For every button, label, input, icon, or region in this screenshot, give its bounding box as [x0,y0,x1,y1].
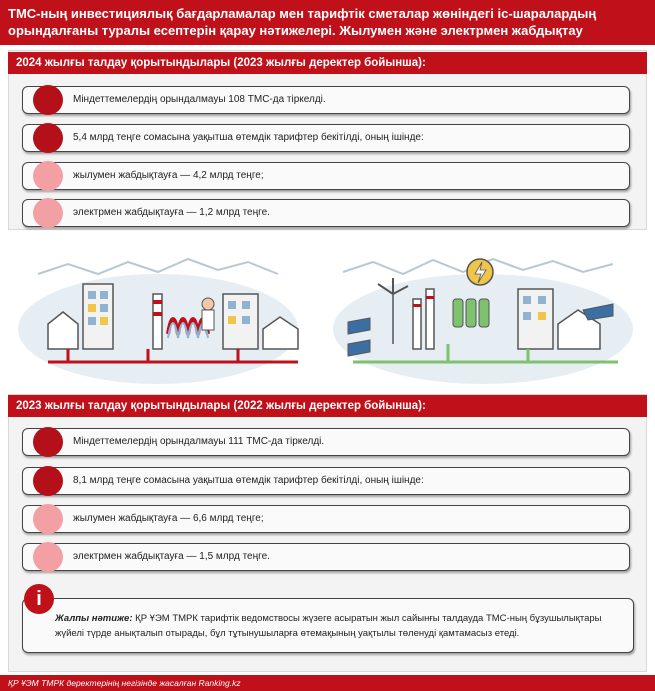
section-2023-title: 2023 жылғы талдау қорытындылары (2022 жылғы деректер бойынша): [8,395,647,417]
bullet-dot-icon [33,85,63,115]
bullet-dot-icon [33,427,63,457]
info-icon: i [24,584,54,614]
list-item [22,505,630,533]
list-item-text: жылумен жабдықтауға — 4,2 млрд теңге; [73,170,264,181]
source-footer: ҚР ҰЭМ ТМРК деректерінің негізінде жасалған Ranking.kz [0,675,655,691]
list-item [22,162,630,190]
page-title: ТМС-ның инвестициялық бағдарламалар мен тарифтік сметалар жөніндегі іс-шаралардың орындалғаны туралы есептерін қарау нәтижелері. Жылумен және электрмен жабдықтау [0,0,655,45]
summary-note-text [55,611,625,641]
list-item-text: электрмен жабдықтауға — 1,2 млрд теңге. [73,207,270,218]
bullet-dot-icon [33,542,63,572]
list-item-text: 5,4 млрд теңге сомасына уақытша өтемдік тарифтер бекітілді, оның ішінде: [73,132,424,143]
list-item [22,124,630,152]
list-item-text: электрмен жабдықтауға — 1,5 млрд теңге. [73,551,270,562]
list-item [22,467,630,495]
summary-note-label: Жалпы нәтиже: [55,613,133,624]
bullet-dot-icon [33,198,63,228]
list-item-text: Міндеттемелердің орындалмауы 111 ТМС-да тіркелді. [73,436,325,447]
summary-note [22,598,634,653]
list-item [22,543,630,571]
section-2024-title: 2024 жылғы талдау қорытындылары (2023 жылғы деректер бойынша): [8,52,647,74]
city-energy-illustration [8,234,647,394]
list-item [22,86,630,114]
summary-note-body: ҚР ҰЭМ ТМРК тарифтік ведомствосы жүзеге асыратын жыл сайынғы талдауда ТМС-ның бұзушылықтары жүйелі түрде анықталып отырады, бұл тұтынушыларға өтемақының уақтылы төленуді қамтамасыз етеді. [55,613,602,639]
list-item [22,428,630,456]
list-item-text: Міндеттемелердің орындалмауы 108 ТМС-да тіркелді. [73,94,326,105]
bullet-dot-icon [33,504,63,534]
list-item-text: жылумен жабдықтауға — 6,6 млрд теңге; [73,513,264,524]
energy-illustration [8,234,647,394]
bullet-dot-icon [33,466,63,496]
list-item-text: 8,1 млрд теңге сомасына уақытша өтемдік тарифтер бекітілді, оның ішінде: [73,475,424,486]
bullet-dot-icon [33,161,63,191]
list-item [22,199,630,227]
bullet-dot-icon [33,123,63,153]
